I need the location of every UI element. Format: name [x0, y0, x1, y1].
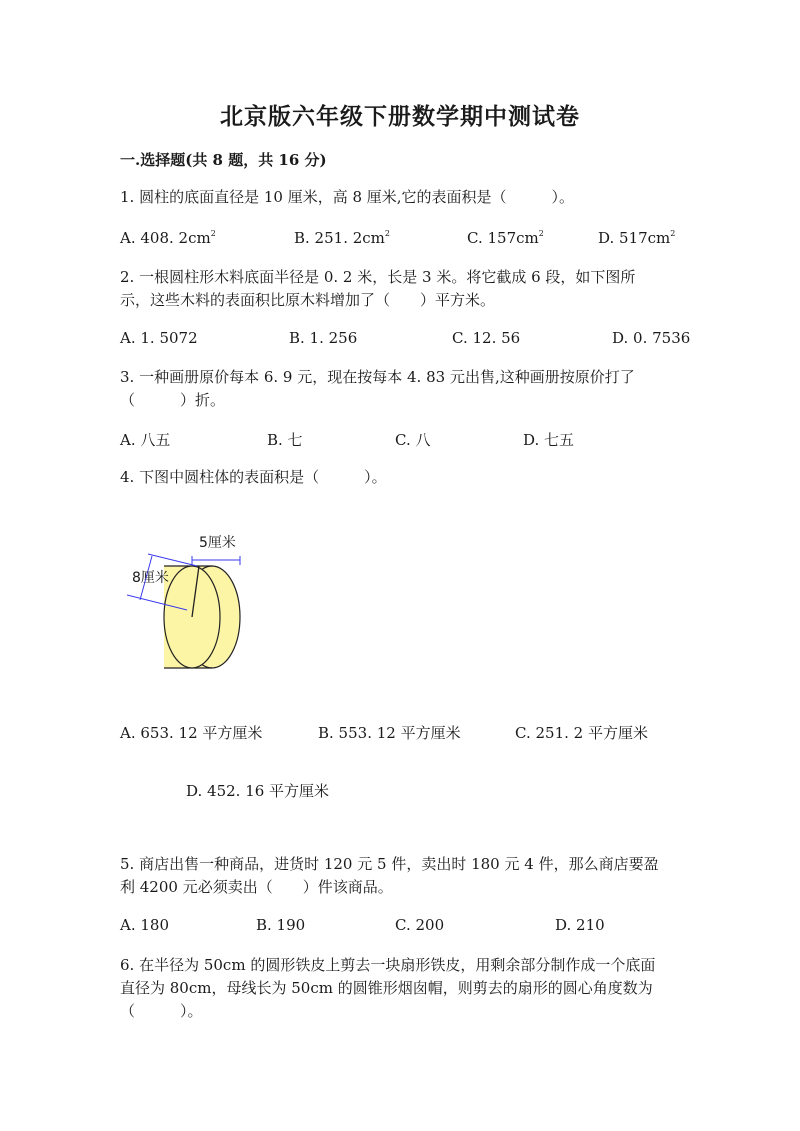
q3-option-b[interactable]: B. 七 [267, 431, 303, 449]
q3-option-c[interactable]: C. 八 [395, 431, 431, 449]
question-3-text: 3. 一种画册原价每本 6. 9 元，现在按每本 4. 83 元出售,这种画册按原价打了 （ ）折。 [120, 368, 635, 409]
q2-option-d[interactable]: D. 0. 7536 [612, 329, 691, 347]
q5-option-a[interactable]: A. 180 [120, 916, 169, 934]
page-title: 北京版六年级下册数学期中测试卷 [220, 103, 580, 130]
question-5-text: 5. 商店出售一种商品，进货时 120 元 5 件，卖出时 180 元 4 件，那么商店要盈 利 4200 元必须卖出（ ）件该商品。 [120, 855, 659, 896]
cylinder-figure [118, 525, 258, 675]
question-1-text: 1. 圆柱的底面直径是 10 厘米，高 8 厘米,它的表面积是（ ）。 [120, 188, 575, 206]
q2-option-b[interactable]: B. 1. 256 [289, 329, 358, 347]
q1-option-b[interactable]: B. 251. $2cm^2$ [294, 229, 390, 247]
question-6-text: 6. 在半径为 50cm 的圆形铁皮上剪去一块扇形铁皮，用剩余部分制作成一个底面 直径为 80cm，母线长为 50cm 的圆锥形烟囱帽，则剪去的扇形的圆心角度数为 （ ）。 [120, 956, 656, 1020]
section-heading: 一.选择题(共 8 题，共 16 分) [120, 151, 327, 169]
cylinder-body [164, 566, 240, 668]
q2-option-a[interactable]: A. 1. 5072 [120, 329, 198, 347]
q4-option-d[interactable]: D. 452. 16 平方厘米 [186, 782, 330, 800]
q5-option-d[interactable]: D. 210 [555, 916, 605, 934]
q1-option-a[interactable]: A. 408. $2cm^2$ [120, 229, 216, 247]
q4-option-b[interactable]: B. 553. 12 平方厘米 [318, 724, 461, 742]
label-5cm: 5厘米 [199, 535, 236, 551]
q3-option-a[interactable]: A. 八五 [120, 431, 171, 449]
q2-option-c[interactable]: C. 12. 56 [452, 329, 521, 347]
q5-option-b[interactable]: B. 190 [256, 916, 306, 934]
label-8cm: 8厘米 [132, 570, 169, 586]
question-4-text: 4. 下图中圆柱体的表面积是（ ）。 [120, 468, 387, 486]
q3-option-d[interactable]: D. 七五 [523, 431, 575, 449]
q5-option-c[interactable]: C. 200 [395, 916, 445, 934]
q4-option-a[interactable]: A. 653. 12 平方厘米 [120, 724, 263, 742]
q1-option-d[interactable]: D. $517cm^2$ [598, 229, 676, 247]
question-2-text: 2. 一根圆柱形木料底面半径是 0. 2 米，长是 3 米。将它截成 6 段，如下图所 示，这些木料的表面积比原木料增加了（ ）平方米。 [120, 268, 636, 309]
q4-option-c[interactable]: C. 251. 2 平方厘米 [515, 724, 648, 742]
q1-option-c[interactable]: C. $157cm^2$ [467, 229, 544, 247]
